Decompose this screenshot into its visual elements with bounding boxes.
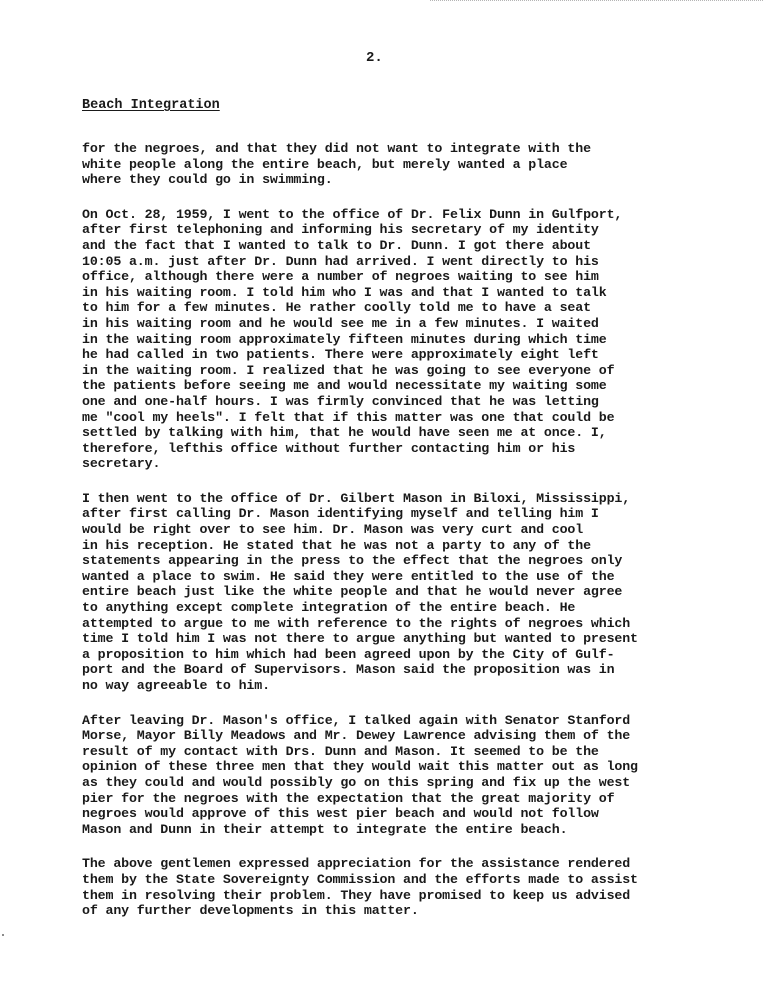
margin-speck <box>2 934 4 936</box>
paragraph-2: On Oct. 28, 1959, I went to the office of Dr. Felix Dunn in Gulfport, after first telephoning and informing his secretary of my identity and the fact that I wanted to talk to Dr. Dunn. I got there about 10:05 a.m. just after Dr. Dunn had arrived. I went directly to his office, although there were a number of negroes waiting to see him in his waiting room. I told him who I was and that I wanted to talk to him for a few minutes. He rather coolly told me to have a seat in his waiting room and he would see me in a few minutes. I waited in the waiting room approximately fifteen minutes during which time he had called in two patients. There were approximately eight left in the waiting room. I realized that he was going to see everyone of the patients before seeing me and would necessitate my waiting some one and one-half hours. I was firmly convinced that he was letting me "cool my heels". I felt that if this matter was one that could be settled by talking with him, that he would have seen me at once. I, therefore, lefthis office without further contacting him or his secretary. <box>82 206 623 472</box>
paragraph-3: I then went to the office of Dr. Gilbert Mason in Biloxi, Mississippi, after first calling Dr. Mason identifying myself and telling him I would be right over to see him. Dr. Mason was very curt and cool in his reception. He stated that he was not a party to any of the statements appearing in the press to the effect that the negroes only wanted a place to swim. He said they were entitled to the use of the entire beach just like the white people and that he would never agree to anything except complete integration of the entire beach. He attempted to argue to me with reference to the rights of negroes which time I told him I was not there to argue anything but wanted to present a proposition to him which had been agreed upon by the City of Gulf- port and the Board of Supervisors. Mason said the proposition was in no way agreeable to him. <box>82 490 638 693</box>
paragraph-5: The above gentlemen expressed appreciation for the assistance rendered them by the State Sovereignty Commission and the efforts made to assist them in resolving their problem. They have promised to keep us advised of any further developments in this matter. <box>82 856 638 919</box>
page-number: 2. <box>366 50 383 66</box>
paragraph-4: After leaving Dr. Mason's office, I talked again with Senator Stanford Morse, Mayor Billy Meadows and Mr. Dewey Lawrence advising them of the result of my contact with Drs. Dunn and Mason. It seemed to be the opinion of these three men that they would wait this matter out as long as they could and would possibly go on this spring and fix up the west pier for the negroes with the expectation that the great majority of negroes would approve of this west pier beach and would not follow Mason and Dunn in their attempt to integrate the entire beach. <box>82 712 638 837</box>
section-heading: Beach Integration <box>82 98 220 113</box>
document-body <box>82 141 722 938</box>
paragraph-1: for the negroes, and that they did not want to integrate with the white people along the entire beach, but merely wanted a place where they could go in swimming. <box>82 141 591 188</box>
top-border-dash <box>430 0 763 1</box>
